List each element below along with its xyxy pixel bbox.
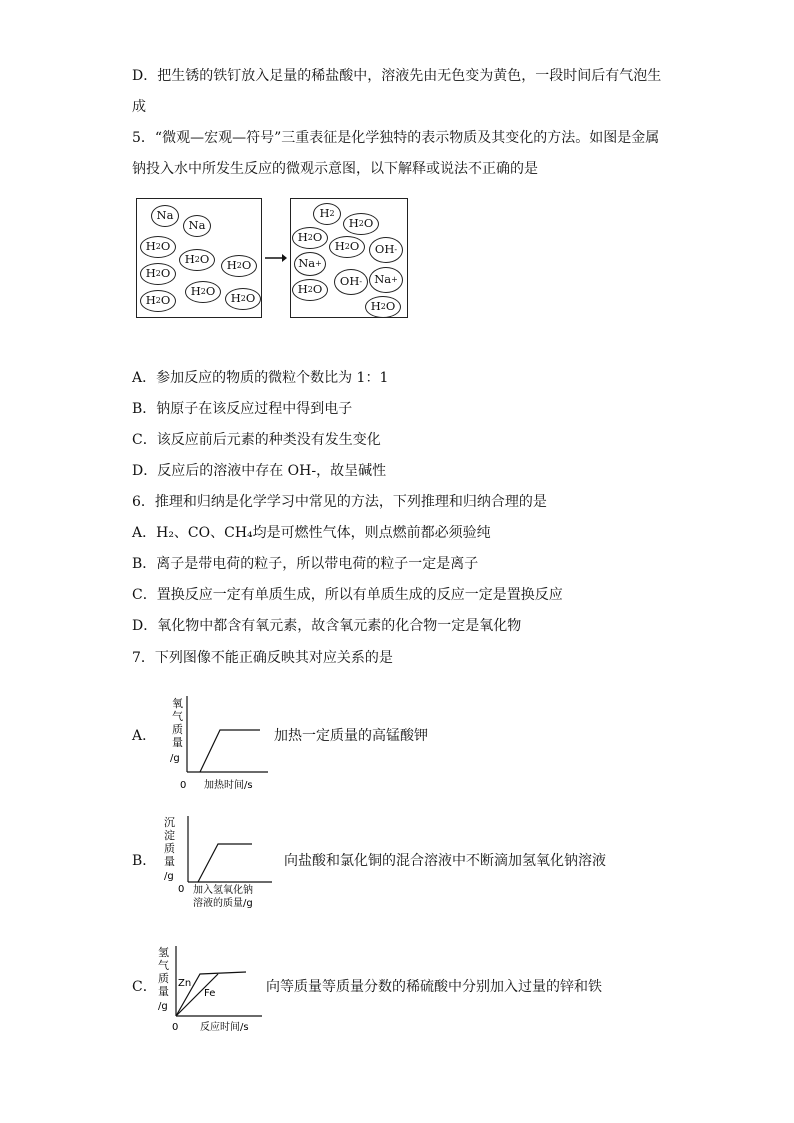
x-axis-label: 加热时间/s <box>204 780 253 791</box>
before-reaction-box <box>136 198 262 318</box>
graph-c <box>156 942 268 1034</box>
molecule-h2o: H 2 O <box>140 290 176 312</box>
curve <box>198 844 252 882</box>
ion-oh: OH - <box>369 237 403 263</box>
origin-label: 0 <box>172 1022 179 1033</box>
origin-label: 0 <box>180 780 187 791</box>
molecule-h2: H 2 <box>313 203 341 225</box>
molecule-h2o: H 2 O <box>292 227 328 249</box>
y-axis-label: 淀 <box>164 829 175 842</box>
y-axis-label: 氧 <box>172 697 183 710</box>
q4-option-d-line1: D．把生锈的铁钉放入足量的稀盐酸中，溶液先由无色变为黄色，一段时间后有气泡生 <box>132 68 662 84</box>
q7-option-b-desc: 向盐酸和氯化铜的混合溶液中不断滴加氢氧化钠溶液 <box>284 853 606 869</box>
y-axis-label: 氢 <box>158 946 169 959</box>
curve <box>200 730 260 772</box>
molecule-h2o: H 2 O <box>185 281 221 303</box>
x-axis-label: 溶液的质量/g <box>193 898 253 909</box>
y-axis-label: 质 <box>164 842 175 855</box>
q7-option-c-desc: 向等质量等质量分数的稀硫酸中分别加入过量的锌和铁 <box>266 979 602 995</box>
q5-stem-line1: 5．“微观—宏观—符号”三重表征是化学独特的表示物质及其变化的方法。如图是金属 <box>132 130 660 146</box>
molecule-h2o: H 2 O <box>343 213 379 235</box>
q6-option-d: D．氧化物中都含有氧元素，故含氧元素的化合物一定是氧化物 <box>132 618 522 634</box>
graph-b <box>160 812 276 912</box>
q5-option-a: A．参加反应的物质的微粒个数比为 1：1 <box>132 370 389 386</box>
origin-label: 0 <box>178 884 185 895</box>
y-axis-label: 气 <box>172 710 183 723</box>
ion-na: Na + <box>369 267 403 293</box>
q6-option-b: B．离子是带电荷的粒子，所以带电荷的粒子一定是离子 <box>132 556 479 572</box>
molecule-h2o: H 2 O <box>292 279 328 301</box>
ion-na: Na + <box>294 252 326 276</box>
molecule-h2o: H 2 O <box>225 288 261 310</box>
q4-option-d-line2: 成 <box>132 99 146 115</box>
molecule-na: Na <box>183 215 211 237</box>
q5-option-d: D．反应后的溶液中存在 OH-，故呈碱性 <box>132 463 387 479</box>
q5-stem-line2: 钠投入水中所发生反应的微观示意图，以下解释或说法不正确的是 <box>132 161 538 177</box>
molecule-h2o: H 2 O <box>329 236 365 258</box>
molecule-h2o: H 2 O <box>140 263 176 285</box>
y-axis-label: 量 <box>172 736 183 749</box>
after-reaction-box <box>290 198 408 318</box>
curve-label-zn: Zn <box>178 978 192 989</box>
reaction-arrow-icon <box>264 252 288 264</box>
molecule-h2o: H 2 O <box>140 236 176 258</box>
y-axis-label: /g <box>158 1001 168 1012</box>
q7-stem: 7．下列图像不能正确反映其对应关系的是 <box>132 650 393 666</box>
graph-a <box>160 692 270 796</box>
curve-label-fe: Fe <box>204 988 216 999</box>
x-axis-label: 反应时间/s <box>200 1022 249 1033</box>
x-axis-label: 加入氢氧化钠 <box>193 885 253 896</box>
q6-option-a: A．H₂、CO、CH₄均是可燃性气体，则点燃前都必须验纯 <box>132 525 491 541</box>
q7-option-a-label: A． <box>132 728 157 744</box>
y-axis-label: 沉 <box>164 816 175 829</box>
q7-option-c-label: C． <box>132 979 157 995</box>
molecule-h2o: H 2 O <box>179 249 215 271</box>
q5-option-b: B．钠原子在该反应过程中得到电子 <box>132 401 353 417</box>
q7-option-b-label: B． <box>132 853 157 869</box>
q6-stem: 6．推理和归纳是化学学习中常见的方法，下列推理和归纳合理的是 <box>132 494 547 510</box>
y-axis-label: 量 <box>164 855 175 868</box>
y-axis-label: /g <box>170 753 180 764</box>
y-axis-label: 质 <box>172 723 183 736</box>
molecule-h2o: H 2 O <box>365 296 401 318</box>
q5-option-c: C．该反应前后元素的种类没有发生变化 <box>132 432 381 448</box>
y-axis-label: 量 <box>158 985 169 998</box>
y-axis-label: /g <box>164 871 174 882</box>
y-axis-label: 质 <box>158 972 169 985</box>
q6-option-c: C．置换反应一定有单质生成，所以有单质生成的反应一定是置换反应 <box>132 587 563 603</box>
molecule-h2o: H 2 O <box>221 255 257 277</box>
molecule-na: Na <box>151 205 179 227</box>
q7-option-a-desc: 加热一定质量的高锰酸钾 <box>274 728 428 744</box>
y-axis-label: 气 <box>158 959 169 972</box>
ion-oh: OH - <box>334 269 368 295</box>
